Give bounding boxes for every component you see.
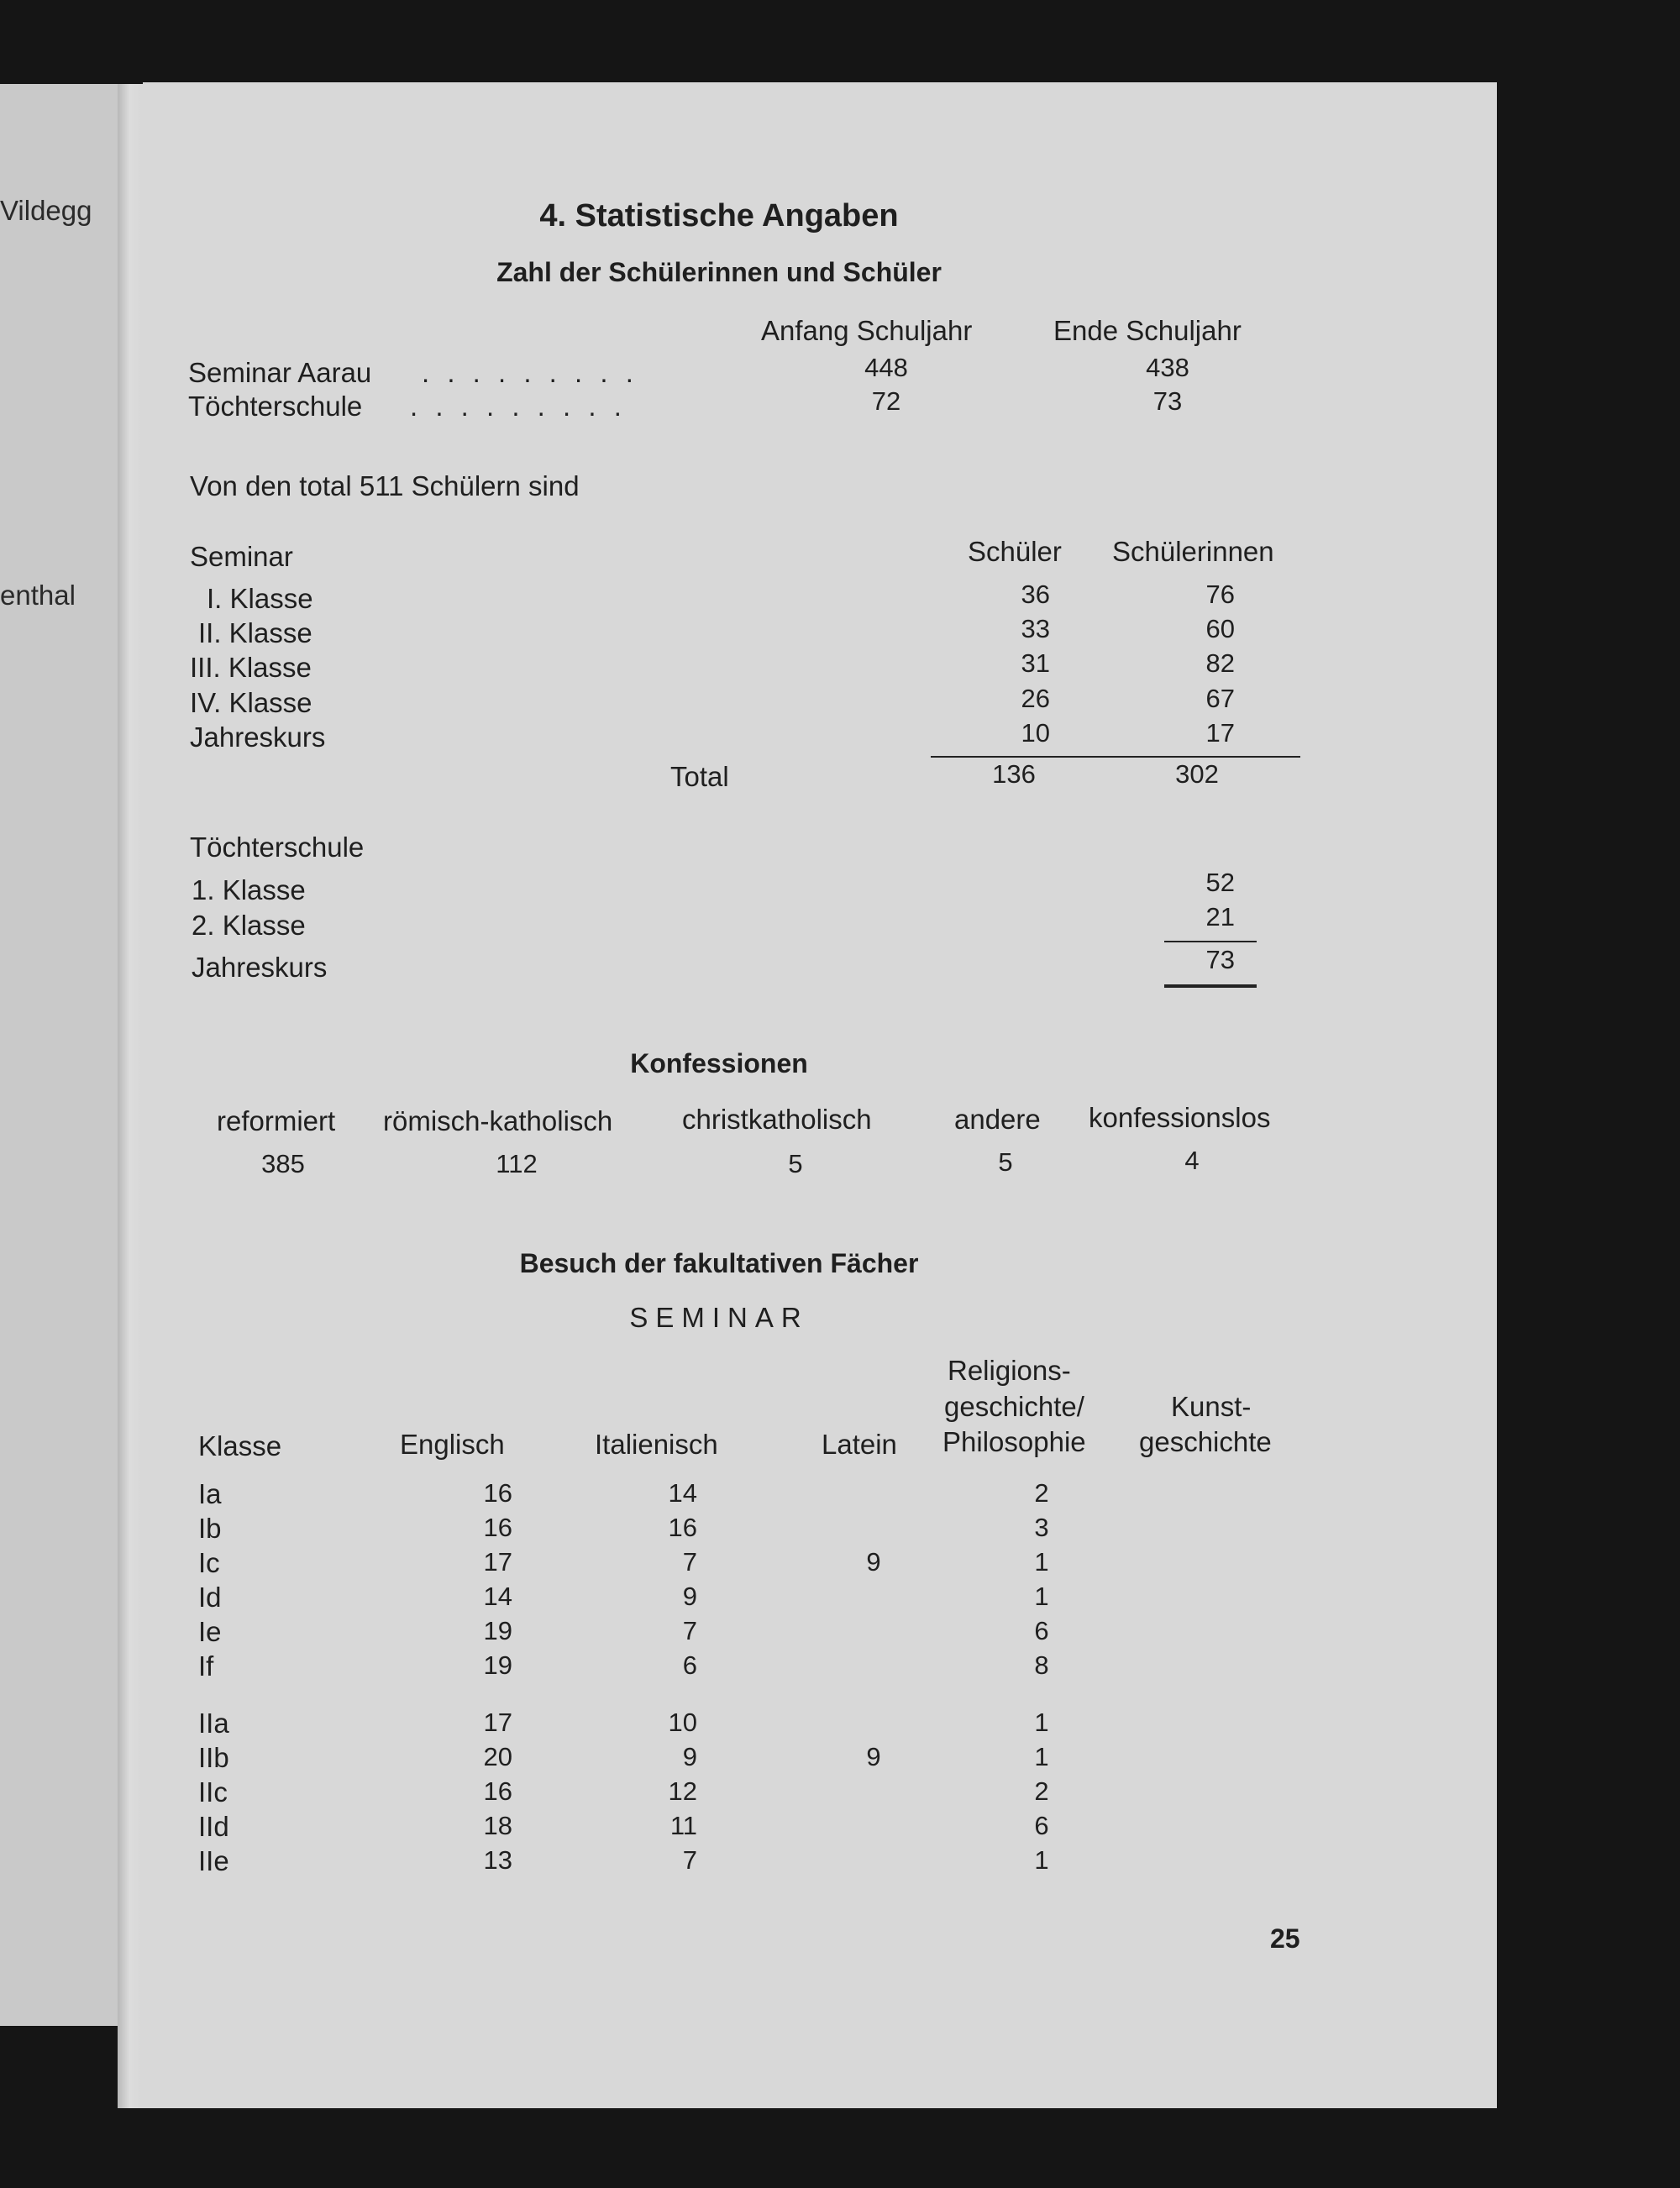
confession-label: reformiert <box>217 1105 336 1136</box>
row-label: 2. Klasse <box>192 910 306 941</box>
cell-italienisch: 6 <box>682 1650 697 1680</box>
value-male: 10 <box>1021 718 1050 748</box>
section-heading-confessions: Konfessionen <box>630 1048 808 1078</box>
cell-englisch: 20 <box>483 1742 512 1771</box>
value-female: 17 <box>1205 718 1235 748</box>
row-label: Jahreskurs <box>190 721 326 753</box>
row-label: III. Klasse <box>190 652 312 683</box>
confession-label: andere <box>954 1104 1041 1135</box>
cell-relig: 2 <box>1034 1776 1049 1806</box>
value-female: 76 <box>1205 580 1235 609</box>
cell-relig: 1 <box>1034 1742 1049 1771</box>
value-female: 21 <box>1205 902 1235 931</box>
row-label: Ic <box>198 1547 220 1578</box>
value-female: 67 <box>1205 684 1235 713</box>
document-page <box>143 82 1497 2108</box>
page-title: 4. Statistische Angaben <box>539 198 899 233</box>
row-label: Ia <box>198 1478 222 1509</box>
col-header-start: Anfang Schuljahr <box>761 315 973 346</box>
cell-italienisch: 12 <box>668 1776 697 1806</box>
row-label: Töchterschule <box>188 391 363 422</box>
confession-value: 5 <box>998 1147 1013 1177</box>
value-end: 73 <box>1152 386 1183 416</box>
total-rule <box>931 756 1300 758</box>
cell-englisch: 19 <box>483 1650 512 1680</box>
cell-italienisch: 9 <box>682 1742 697 1771</box>
value-female: 60 <box>1205 614 1235 643</box>
col-header-art: Kunst- <box>1171 1391 1252 1422</box>
total-female: 302 <box>1175 759 1219 789</box>
cell-relig: 1 <box>1034 1547 1049 1577</box>
cell-englisch: 16 <box>483 1776 512 1806</box>
cell-italienisch: 7 <box>682 1845 697 1875</box>
confession-value: 385 <box>261 1149 305 1178</box>
value-male: 33 <box>1021 614 1050 643</box>
row-label: Ie <box>198 1616 222 1647</box>
subtotal-rule <box>1164 941 1257 942</box>
value-male: 36 <box>1021 580 1050 609</box>
col-header-english: Englisch <box>400 1429 505 1460</box>
intro-text: Von den total 511 Schülern sind <box>190 470 580 501</box>
total-male: 136 <box>992 759 1036 789</box>
cell-relig: 8 <box>1034 1650 1049 1680</box>
cell-latein: 9 <box>866 1547 881 1577</box>
cell-englisch: 13 <box>483 1845 512 1875</box>
cell-relig: 1 <box>1034 1845 1049 1875</box>
col-header-religion: Philosophie <box>942 1426 1086 1457</box>
value-male: 31 <box>1021 648 1050 678</box>
section-heading-electives: Besuch der fakultativen Fächer <box>519 1248 919 1278</box>
row-label: II. Klasse <box>198 617 312 648</box>
value-start: 72 <box>871 386 901 416</box>
col-header-female: Schülerinnen <box>1112 536 1274 567</box>
confession-label: konfessionslos <box>1089 1102 1271 1133</box>
total-double-rule <box>1164 984 1257 988</box>
value-female: 82 <box>1205 648 1235 678</box>
cell-italienisch: 9 <box>682 1582 697 1611</box>
row-label: I. Klasse <box>207 583 313 614</box>
row-label: Id <box>198 1582 222 1613</box>
col-header-religion: Religions- <box>948 1355 1071 1386</box>
cell-relig: 6 <box>1034 1811 1049 1840</box>
cell-relig: 1 <box>1034 1582 1049 1611</box>
left-page-text: enthal <box>0 580 76 611</box>
page-number: 25 <box>1270 1923 1300 1954</box>
confession-label: römisch-katholisch <box>383 1105 613 1136</box>
col-header-art: geschichte <box>1139 1426 1272 1457</box>
row-label: Jahreskurs <box>192 952 328 983</box>
group-label-seminar: Seminar <box>190 541 293 572</box>
col-header-religion: geschichte/ <box>944 1391 1084 1422</box>
cell-relig: 6 <box>1034 1616 1049 1645</box>
row-label: IId <box>198 1811 229 1842</box>
confession-label: christkatholisch <box>682 1104 872 1135</box>
cell-relig: 2 <box>1034 1478 1049 1508</box>
value-female: 73 <box>1205 945 1235 974</box>
group-label-toechterschule: Töchterschule <box>190 832 365 863</box>
row-label: IV. Klasse <box>190 687 312 718</box>
row-label: Seminar Aarau <box>188 357 372 388</box>
subheading-seminar: SEMINAR <box>629 1302 809 1333</box>
cell-relig: 1 <box>1034 1708 1049 1737</box>
confession-value: 5 <box>788 1149 803 1178</box>
cell-italienisch: 10 <box>668 1708 697 1737</box>
row-label: 1. Klasse <box>192 874 306 905</box>
cell-englisch: 18 <box>483 1811 512 1840</box>
col-header-end: Ende Schuljahr <box>1053 315 1242 346</box>
cell-italienisch: 14 <box>668 1478 697 1508</box>
value-start: 448 <box>864 353 908 382</box>
col-header-male: Schüler <box>968 536 1062 567</box>
cell-englisch: 14 <box>483 1582 512 1611</box>
confession-value: 112 <box>496 1149 538 1178</box>
row-label: IIc <box>198 1776 228 1808</box>
col-header-latin: Latein <box>822 1429 897 1460</box>
total-label: Total <box>670 761 729 792</box>
row-label: Ib <box>198 1513 222 1544</box>
row-label: IIb <box>198 1742 229 1773</box>
row-label: IIe <box>198 1845 229 1876</box>
row-label: If <box>198 1650 214 1682</box>
cell-italienisch: 16 <box>668 1513 697 1542</box>
section-heading-students: Zahl der Schülerinnen und Schüler <box>496 257 942 287</box>
leader-dots: . . . . . . . . . <box>422 357 638 388</box>
left-page-text: Vildegg <box>0 195 92 226</box>
cell-englisch: 17 <box>483 1708 512 1737</box>
col-header-class: Klasse <box>198 1430 282 1461</box>
value-male: 26 <box>1021 684 1050 713</box>
cell-relig: 3 <box>1034 1513 1049 1542</box>
cell-englisch: 16 <box>483 1478 512 1508</box>
cell-englisch: 16 <box>483 1513 512 1542</box>
value-female: 52 <box>1205 868 1235 897</box>
leader-dots: . . . . . . . . . <box>410 391 627 422</box>
cell-italienisch: 11 <box>669 1811 697 1840</box>
row-label: IIa <box>198 1708 229 1739</box>
cell-italienisch: 7 <box>682 1547 697 1577</box>
cell-latein: 9 <box>866 1742 881 1771</box>
confession-value: 4 <box>1184 1146 1200 1175</box>
cell-italienisch: 7 <box>682 1616 697 1645</box>
cell-englisch: 17 <box>483 1547 512 1577</box>
col-header-italian: Italienisch <box>595 1429 718 1460</box>
value-end: 438 <box>1146 353 1189 382</box>
cell-englisch: 19 <box>483 1616 512 1645</box>
